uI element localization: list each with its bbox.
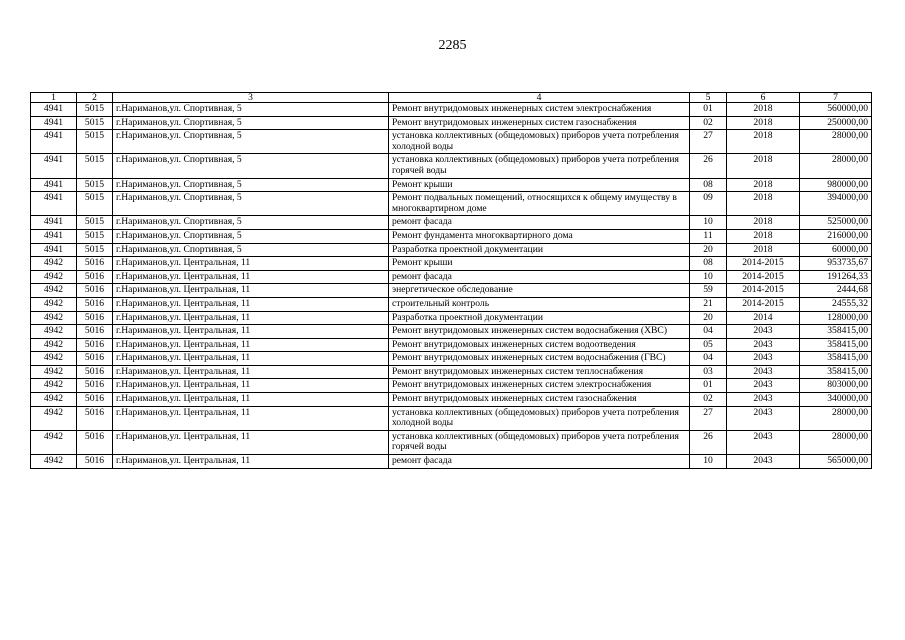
year-cell: 2043 bbox=[727, 406, 800, 430]
house-id-cell: 5016 bbox=[77, 270, 113, 284]
house-id-cell: 5016 bbox=[77, 297, 113, 311]
work-type-cell: Ремонт внутридомовых инженерных систем водоснабжения (ХВС) bbox=[389, 325, 690, 339]
address-cell: г.Нариманов,ул. Спортивная, 5 bbox=[113, 154, 389, 178]
record-number-cell: 4941 bbox=[31, 192, 77, 216]
year-cell: 2018 bbox=[727, 229, 800, 243]
address-cell: г.Нариманов,ул. Спортивная, 5 bbox=[113, 216, 389, 230]
column-number-header: 6 bbox=[727, 93, 800, 103]
work-type-cell: Ремонт внутридомовых инженерных систем водоотведения bbox=[389, 338, 690, 352]
year-cell: 2018 bbox=[727, 216, 800, 230]
work-type-cell: строительный контроль bbox=[389, 297, 690, 311]
address-cell: г.Нариманов,ул. Центральная, 11 bbox=[113, 455, 389, 469]
year-cell: 2018 bbox=[727, 154, 800, 178]
address-cell: г.Нариманов,ул. Центральная, 11 bbox=[113, 365, 389, 379]
record-number-cell: 4942 bbox=[31, 379, 77, 393]
work-type-cell: энергетическое обследование bbox=[389, 284, 690, 298]
column-number-header: 7 bbox=[800, 93, 872, 103]
work-type-cell: Ремонт внутридомовых инженерных систем водоснабжения (ГВС) bbox=[389, 352, 690, 366]
table-row bbox=[31, 365, 872, 379]
cost-cell: 953735,67 bbox=[800, 257, 872, 271]
cost-cell: 358415,00 bbox=[800, 365, 872, 379]
house-id-cell: 5016 bbox=[77, 455, 113, 469]
work-code-cell: 21 bbox=[690, 297, 727, 311]
record-number-cell: 4941 bbox=[31, 216, 77, 230]
column-number-header: 5 bbox=[690, 93, 727, 103]
work-type-cell: Ремонт внутридомовых инженерных систем газоснабжения bbox=[389, 393, 690, 407]
work-type-cell: установка коллективных (общедомовых) приборов учета потребления горячей воды bbox=[389, 430, 690, 454]
table-row bbox=[31, 325, 872, 339]
house-id-cell: 5016 bbox=[77, 379, 113, 393]
table-row bbox=[31, 216, 872, 230]
cost-cell: 24555,32 bbox=[800, 297, 872, 311]
table-row bbox=[31, 406, 872, 430]
house-id-cell: 5015 bbox=[77, 154, 113, 178]
record-number-cell: 4942 bbox=[31, 270, 77, 284]
year-cell: 2014 bbox=[727, 311, 800, 325]
record-number-cell: 4941 bbox=[31, 243, 77, 257]
cost-cell: 980000,00 bbox=[800, 178, 872, 192]
house-id-cell: 5015 bbox=[77, 243, 113, 257]
table-row bbox=[31, 455, 872, 469]
house-id-cell: 5016 bbox=[77, 284, 113, 298]
address-cell: г.Нариманов,ул. Центральная, 11 bbox=[113, 338, 389, 352]
cost-cell: 358415,00 bbox=[800, 325, 872, 339]
cost-cell: 565000,00 bbox=[800, 455, 872, 469]
work-code-cell: 01 bbox=[690, 103, 727, 117]
table-row bbox=[31, 229, 872, 243]
work-type-cell: установка коллективных (общедомовых) приборов учета потребления холодной воды bbox=[389, 406, 690, 430]
table-row bbox=[31, 116, 872, 130]
table-row bbox=[31, 284, 872, 298]
cost-cell: 128000,00 bbox=[800, 311, 872, 325]
house-id-cell: 5015 bbox=[77, 116, 113, 130]
work-code-cell: 03 bbox=[690, 365, 727, 379]
cost-cell: 358415,00 bbox=[800, 352, 872, 366]
house-id-cell: 5015 bbox=[77, 192, 113, 216]
cost-cell: 216000,00 bbox=[800, 229, 872, 243]
year-cell: 2018 bbox=[727, 103, 800, 117]
record-number-cell: 4942 bbox=[31, 325, 77, 339]
house-id-cell: 5015 bbox=[77, 178, 113, 192]
address-cell: г.Нариманов,ул. Центральная, 11 bbox=[113, 325, 389, 339]
address-cell: г.Нариманов,ул. Спортивная, 5 bbox=[113, 130, 389, 154]
house-id-cell: 5015 bbox=[77, 229, 113, 243]
work-type-cell: Ремонт внутридомовых инженерных систем электроснабжения bbox=[389, 103, 690, 117]
table-row bbox=[31, 430, 872, 454]
record-number-cell: 4941 bbox=[31, 154, 77, 178]
table-row bbox=[31, 393, 872, 407]
address-cell: г.Нариманов,ул. Спортивная, 5 bbox=[113, 229, 389, 243]
cost-cell: 2444,68 bbox=[800, 284, 872, 298]
work-code-cell: 02 bbox=[690, 393, 727, 407]
column-number-header: 1 bbox=[31, 93, 77, 103]
address-cell: г.Нариманов,ул. Центральная, 11 bbox=[113, 393, 389, 407]
work-code-cell: 05 bbox=[690, 338, 727, 352]
house-id-cell: 5016 bbox=[77, 406, 113, 430]
record-number-cell: 4941 bbox=[31, 116, 77, 130]
table-row bbox=[31, 379, 872, 393]
work-type-cell: Ремонт внутридомовых инженерных систем газоснабжения bbox=[389, 116, 690, 130]
work-code-cell: 10 bbox=[690, 270, 727, 284]
year-cell: 2043 bbox=[727, 430, 800, 454]
address-cell: г.Нариманов,ул. Центральная, 11 bbox=[113, 284, 389, 298]
year-cell: 2043 bbox=[727, 325, 800, 339]
record-number-cell: 4942 bbox=[31, 455, 77, 469]
year-cell: 2018 bbox=[727, 243, 800, 257]
address-cell: г.Нариманов,ул. Центральная, 11 bbox=[113, 297, 389, 311]
house-id-cell: 5016 bbox=[77, 393, 113, 407]
record-number-cell: 4942 bbox=[31, 311, 77, 325]
record-number-cell: 4941 bbox=[31, 103, 77, 117]
column-number-header: 3 bbox=[113, 93, 389, 103]
year-cell: 2018 bbox=[727, 192, 800, 216]
work-code-cell: 09 bbox=[690, 192, 727, 216]
record-number-cell: 4942 bbox=[31, 297, 77, 311]
house-id-cell: 5016 bbox=[77, 325, 113, 339]
address-cell: г.Нариманов,ул. Спортивная, 5 bbox=[113, 103, 389, 117]
table-row bbox=[31, 338, 872, 352]
cost-cell: 28000,00 bbox=[800, 130, 872, 154]
work-type-cell: ремонт фасада bbox=[389, 216, 690, 230]
work-type-cell: Ремонт крыши bbox=[389, 178, 690, 192]
house-id-cell: 5015 bbox=[77, 103, 113, 117]
work-code-cell: 04 bbox=[690, 325, 727, 339]
record-number-cell: 4942 bbox=[31, 338, 77, 352]
year-cell: 2018 bbox=[727, 178, 800, 192]
table-row bbox=[31, 154, 872, 178]
record-number-cell: 4941 bbox=[31, 130, 77, 154]
table-row bbox=[31, 192, 872, 216]
address-cell: г.Нариманов,ул. Центральная, 11 bbox=[113, 430, 389, 454]
cost-cell: 28000,00 bbox=[800, 154, 872, 178]
work-type-cell: Ремонт подвальных помещений, относящихся к общему имуществу в многоквартирном доме bbox=[389, 192, 690, 216]
house-id-cell: 5016 bbox=[77, 430, 113, 454]
year-cell: 2018 bbox=[727, 130, 800, 154]
year-cell: 2043 bbox=[727, 393, 800, 407]
year-cell: 2043 bbox=[727, 338, 800, 352]
work-code-cell: 11 bbox=[690, 229, 727, 243]
cost-cell: 340000,00 bbox=[800, 393, 872, 407]
address-cell: г.Нариманов,ул. Центральная, 11 bbox=[113, 311, 389, 325]
work-type-cell: установка коллективных (общедомовых) приборов учета потребления горячей воды bbox=[389, 154, 690, 178]
work-type-cell: Разработка проектной документации bbox=[389, 311, 690, 325]
work-type-cell: Разработка проектной документации bbox=[389, 243, 690, 257]
work-code-cell: 20 bbox=[690, 243, 727, 257]
work-code-cell: 27 bbox=[690, 406, 727, 430]
address-cell: г.Нариманов,ул. Спортивная, 5 bbox=[113, 192, 389, 216]
cost-cell: 394000,00 bbox=[800, 192, 872, 216]
work-code-cell: 59 bbox=[690, 284, 727, 298]
work-code-cell: 08 bbox=[690, 257, 727, 271]
work-code-cell: 27 bbox=[690, 130, 727, 154]
work-type-cell: Ремонт фундамента многоквартирного дома bbox=[389, 229, 690, 243]
cost-cell: 803000,00 bbox=[800, 379, 872, 393]
address-cell: г.Нариманов,ул. Центральная, 11 bbox=[113, 379, 389, 393]
cost-cell: 358415,00 bbox=[800, 338, 872, 352]
column-number-header: 2 bbox=[77, 93, 113, 103]
table-row bbox=[31, 257, 872, 271]
table-row bbox=[31, 130, 872, 154]
record-number-cell: 4942 bbox=[31, 406, 77, 430]
cost-cell: 28000,00 bbox=[800, 430, 872, 454]
work-code-cell: 10 bbox=[690, 216, 727, 230]
cost-cell: 28000,00 bbox=[800, 406, 872, 430]
record-number-cell: 4941 bbox=[31, 229, 77, 243]
year-cell: 2043 bbox=[727, 379, 800, 393]
column-number-header: 4 bbox=[389, 93, 690, 103]
table-row bbox=[31, 352, 872, 366]
record-number-cell: 4942 bbox=[31, 365, 77, 379]
work-code-cell: 26 bbox=[690, 430, 727, 454]
record-number-cell: 4942 bbox=[31, 393, 77, 407]
year-cell: 2018 bbox=[727, 116, 800, 130]
cost-cell: 250000,00 bbox=[800, 116, 872, 130]
year-cell: 2043 bbox=[727, 455, 800, 469]
house-id-cell: 5016 bbox=[77, 352, 113, 366]
table-row bbox=[31, 270, 872, 284]
year-cell: 2014-2015 bbox=[727, 270, 800, 284]
address-cell: г.Нариманов,ул. Спортивная, 5 bbox=[113, 243, 389, 257]
cost-cell: 525000,00 bbox=[800, 216, 872, 230]
year-cell: 2014-2015 bbox=[727, 284, 800, 298]
house-id-cell: 5015 bbox=[77, 216, 113, 230]
work-code-cell: 08 bbox=[690, 178, 727, 192]
record-number-cell: 4942 bbox=[31, 257, 77, 271]
work-type-cell: установка коллективных (общедомовых) приборов учета потребления холодной воды bbox=[389, 130, 690, 154]
table-row bbox=[31, 297, 872, 311]
work-type-cell: Ремонт крыши bbox=[389, 257, 690, 271]
year-cell: 2043 bbox=[727, 352, 800, 366]
work-code-cell: 10 bbox=[690, 455, 727, 469]
work-type-cell: ремонт фасада bbox=[389, 455, 690, 469]
house-id-cell: 5016 bbox=[77, 338, 113, 352]
house-id-cell: 5016 bbox=[77, 257, 113, 271]
table-row bbox=[31, 243, 872, 257]
address-cell: г.Нариманов,ул. Спортивная, 5 bbox=[113, 116, 389, 130]
address-cell: г.Нариманов,ул. Центральная, 11 bbox=[113, 270, 389, 284]
work-code-cell: 26 bbox=[690, 154, 727, 178]
year-cell: 2014-2015 bbox=[727, 257, 800, 271]
address-cell: г.Нариманов,ул. Центральная, 11 bbox=[113, 406, 389, 430]
page-number: 2285 bbox=[438, 38, 467, 53]
record-number-cell: 4942 bbox=[31, 284, 77, 298]
house-id-cell: 5016 bbox=[77, 311, 113, 325]
cost-cell: 191264,33 bbox=[800, 270, 872, 284]
record-number-cell: 4941 bbox=[31, 178, 77, 192]
address-cell: г.Нариманов,ул. Центральная, 11 bbox=[113, 352, 389, 366]
work-code-cell: 02 bbox=[690, 116, 727, 130]
work-type-cell: Ремонт внутридомовых инженерных систем теплоснабжения bbox=[389, 365, 690, 379]
cost-cell: 60000,00 bbox=[800, 243, 872, 257]
cost-cell: 560000,00 bbox=[800, 103, 872, 117]
column-number-header-row bbox=[31, 93, 872, 103]
house-id-cell: 5016 bbox=[77, 365, 113, 379]
address-cell: г.Нариманов,ул. Центральная, 11 bbox=[113, 257, 389, 271]
house-id-cell: 5015 bbox=[77, 130, 113, 154]
work-code-cell: 04 bbox=[690, 352, 727, 366]
work-type-cell: ремонт фасада bbox=[389, 270, 690, 284]
repair-program-table bbox=[30, 92, 872, 469]
work-type-cell: Ремонт внутридомовых инженерных систем электроснабжения bbox=[389, 379, 690, 393]
year-cell: 2014-2015 bbox=[727, 297, 800, 311]
record-number-cell: 4942 bbox=[31, 352, 77, 366]
work-code-cell: 20 bbox=[690, 311, 727, 325]
address-cell: г.Нариманов,ул. Спортивная, 5 bbox=[113, 178, 389, 192]
record-number-cell: 4942 bbox=[31, 430, 77, 454]
table-row bbox=[31, 311, 872, 325]
table-row bbox=[31, 103, 872, 117]
table-row bbox=[31, 178, 872, 192]
year-cell: 2043 bbox=[727, 365, 800, 379]
work-code-cell: 01 bbox=[690, 379, 727, 393]
